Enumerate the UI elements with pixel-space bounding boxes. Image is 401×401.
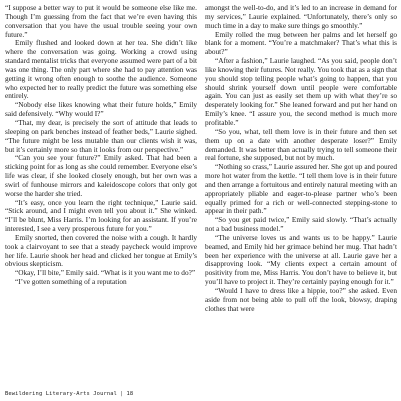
right-text-column xyxy=(205,4,397,386)
paragraph: “Okay, I’ll bite,” Emily said. “What is it you want me to do?” xyxy=(15,268,196,278)
paragraph: “I’ve gotten something of a reputation xyxy=(15,277,127,287)
paragraph: “So you, what, tell them love is in their future and then set them up on a date with another desperate loser?” Emily demanded. It was better than actually trying to tell someone their real fortune, she supposed, but not by much. xyxy=(205,126,397,163)
journal-page xyxy=(5,4,397,386)
paragraph: “The universe loves us and wants us to be happy.” Laurie beamed, and Emily hid her grimace behind her mug. That hadn’t been her experience with the universe at all. Laurie gave her a disapproving look. “My clients expect a certain amount of positivity from me, Miss Harris. You don’t have to believe it, but you’ll have to project it. They’re certainly paying enough for it.” xyxy=(205,232,397,287)
paragraph: “I suppose a better way to put it would be someone else like me. Though I’m guessing from the fact that we’re even having this conversation that you have the usual trouble seeing your own future.” xyxy=(5,3,197,39)
paragraph: amongst the well-to-do, and it’s led to an increase in demand for my services,” Laurie explained. “Unfortunately, there’s only so much time in a day to make sure things go smoothly.” xyxy=(205,3,397,30)
left-text-column xyxy=(5,4,197,386)
paragraph: “Nobody else likes knowing what their future holds,” Emily said defensively. “Why would I?” xyxy=(5,100,197,119)
paragraph: “After a fashion,” Laurie laughed. “As you said, people don’t like knowing their futures. Not really. You took that as a sign that you should stop telling people what’s going to happen, that you should shrink yourself down until people were comfortable again. You can just as easily set them up with what they’re so desperately looking for.” She leaned forward and put her hand on Emily’s knee. “I assure you, the second method is much more profitable.” xyxy=(205,56,397,127)
paragraph: “It’s easy, once you learn the right technique,” Laurie said. “Stick around, and I might even tell you about it.” She winked. “I’ll be blunt, Miss Harris. I’m looking for an assistant. If you’re interested, I see a very prosperous future for you.” xyxy=(5,197,197,234)
paragraph: “That, my dear, is precisely the sort of attitude that leads to sleeping on park benches instead of feather beds,” Laurie sighed. “The future might be less mutable than our clients wish it was, but it’s certainly more so than it looks from our perspective.” xyxy=(5,117,197,154)
paragraph: Emily rolled the mug between her palms and let herself go blank for a moment. “You’re a matchmaker? That’s what this is about?” xyxy=(205,29,397,57)
page-footer xyxy=(5,389,133,399)
paragraph: Emily snorted, then covered the noise with a cough. It hardly took a clairvoyant to see that a steady paycheck would improve her life. Laurie shook her head and clicked her tongue at Emily’s obvious skepticism. xyxy=(5,232,197,269)
paragraph: “Nothing so crass,” Laurie assured her. She got up and poured more hot water from the kettle. “I tell them love is in their future and then arrange a fortuitous and entirely natural meeting with an appropriately pliable and eager-to-please partner who’s been equally primed for a rich or well-connected stepping-stone to appear in their path.” xyxy=(205,162,397,216)
paragraph: “So you get paid twice,” Emily said slowly. “That’s actually not a bad business model.” xyxy=(205,215,397,234)
paragraph: Emily flushed and looked down at her tea. She didn’t like where the conversation was going. Working a crowd using standard mentalist tricks that everyone assumed were part of a bit was one thing. The only part where she had to pay attention was getting it wrong often enough to soothe the audience. Someone who expected her to really predict the future was something else entirely. xyxy=(5,38,197,101)
paragraph: “Can you see your future?” Emily asked. That had been a sticking point for as long as she could remember. Everyone else’s life was clear, if she looked closely enough, but her own was a swirl of funhouse mirrors and kaleidoscope colors that only got worse the harder she tried. xyxy=(5,153,197,198)
footer-separator: | xyxy=(120,391,124,397)
page-number: 18 xyxy=(126,391,134,397)
journal-name: Bewildering Literary-Arts Journal xyxy=(5,391,118,397)
paragraph: “Would I have to dress like a hippie, too?” she asked. Even aside from not being able to pull off the look, blowsy, draping clothes that were xyxy=(205,286,397,313)
